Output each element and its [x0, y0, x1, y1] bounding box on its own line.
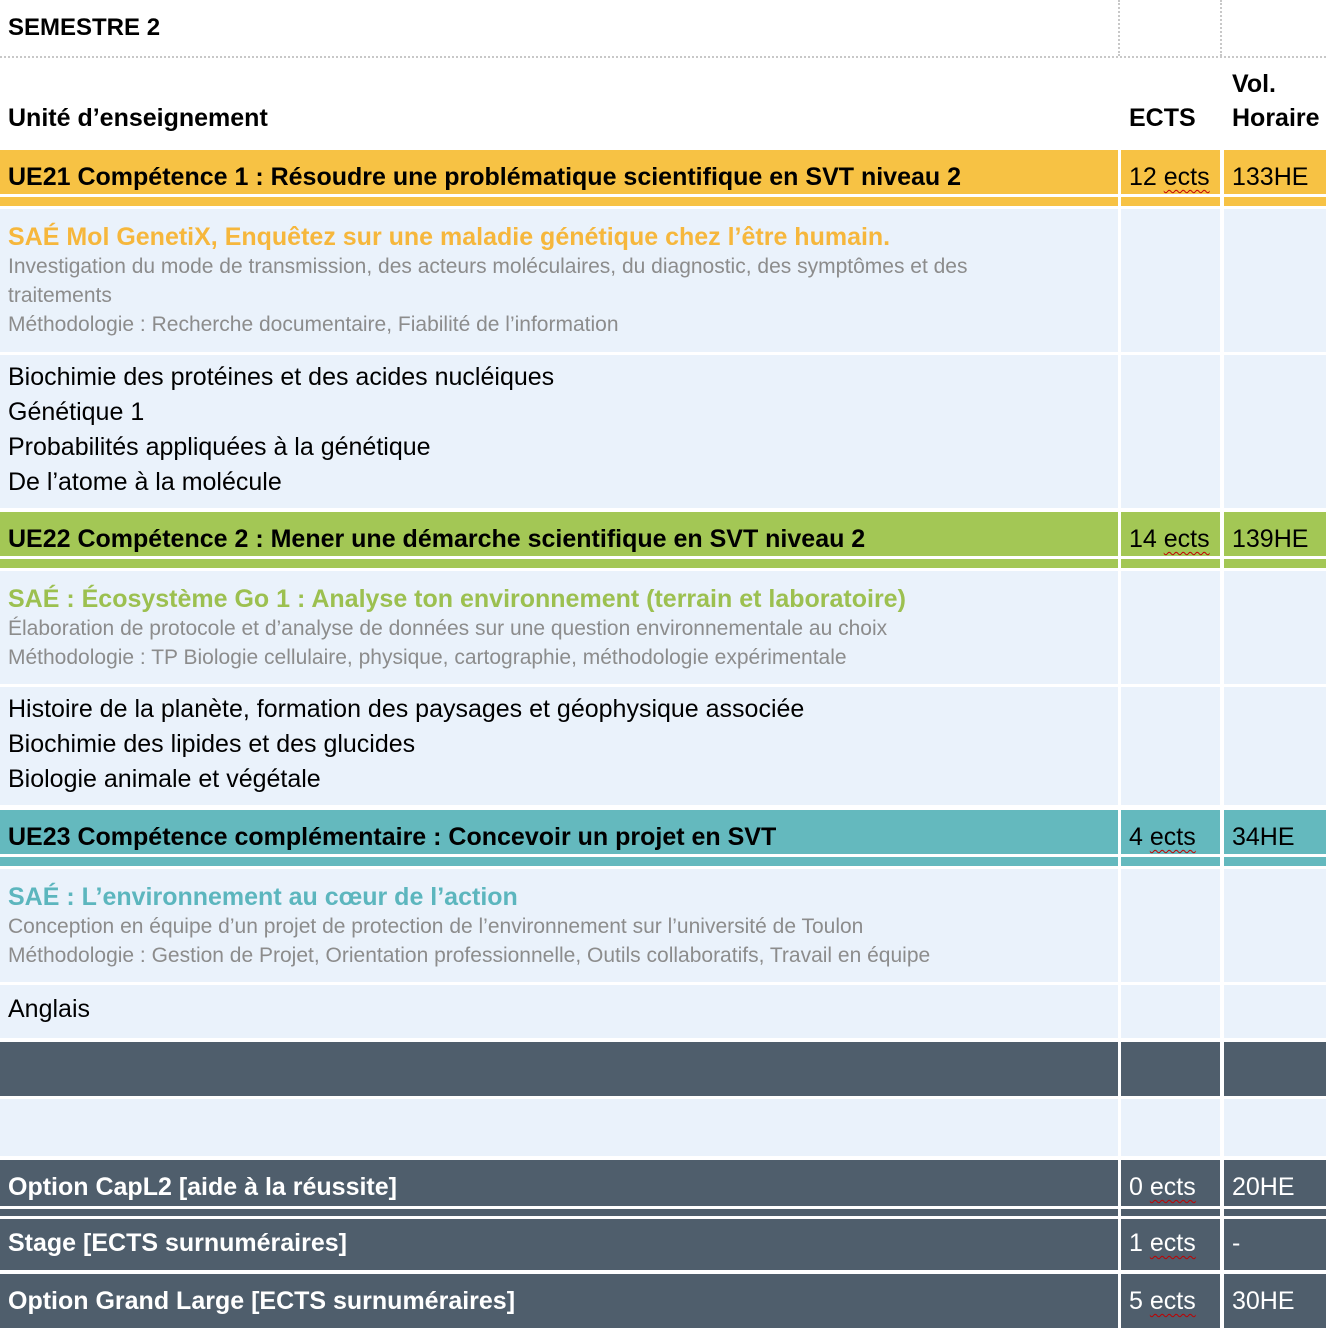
ue21-hours: 133HE	[1232, 163, 1309, 191]
ue22-hours: 139HE	[1232, 525, 1309, 553]
option-ects: 1 ects	[1129, 1229, 1196, 1257]
ue21-title: UE21 Compétence 1 : Résoudre une problématique scientifique en SVT niveau 2	[8, 163, 962, 191]
separator-row	[0, 1042, 1326, 1096]
ue21-sae-description: Investigation du mode de transmission, des acteurs moléculaires, du diagnostic, des symptômes et des	[8, 255, 968, 278]
course-item: Anglais	[8, 995, 90, 1023]
option-ects: 0 ects	[1129, 1173, 1196, 1201]
option-row	[0, 1160, 1326, 1216]
ue21-sae-description-cont: traitements	[8, 284, 112, 307]
ue21-header-row	[0, 150, 1326, 206]
ue22-title: UE22 Compétence 2 : Mener une démarche scientifique en SVT niveau 2	[8, 525, 866, 553]
ue22-sae-methodology: Méthodologie : TP Biologie cellulaire, physique, cartographie, méthodologie expérimentale	[8, 646, 847, 669]
ue21-ects: 12 ects	[1129, 163, 1210, 191]
semester-title-row	[0, 0, 1326, 56]
option-label: Option CapL2 [aide à la réussite]	[8, 1173, 397, 1201]
option-hours: 20HE	[1232, 1173, 1295, 1201]
divider	[0, 194, 1326, 197]
header-vol: Vol.	[1232, 70, 1276, 98]
ue22-sae-description: Élaboration de protocole et d’analyse de données sur une question environnementale au choix	[8, 617, 888, 640]
ue22-sae-row	[0, 571, 1326, 684]
course-item: Histoire de la planète, formation des paysages et géophysique associée	[8, 695, 805, 723]
semester-title: SEMESTRE 2	[8, 14, 161, 41]
header-ects: ECTS	[1129, 104, 1196, 132]
course-item: Probabilités appliquées à la génétique	[8, 433, 431, 461]
ue23-hours: 34HE	[1232, 823, 1295, 851]
option-row	[0, 1219, 1326, 1270]
divider	[0, 854, 1326, 857]
divider	[0, 556, 1326, 559]
ue23-sae-row	[0, 869, 1326, 982]
ue23-sae-title: SAÉ : L’environnement au cœur de l’action	[8, 883, 518, 911]
header-row	[0, 58, 1326, 150]
ue21-sae-title: SAÉ Mol GenetiX, Enquêtez sur une maladie génétique chez l’être humain.	[8, 223, 891, 251]
ue21-sae-row	[0, 209, 1326, 352]
header-ue: Unité d’enseignement	[8, 104, 268, 132]
course-item: Biologie animale et végétale	[8, 765, 321, 793]
option-hours: 30HE	[1232, 1287, 1295, 1315]
ue21-courses-row	[0, 355, 1326, 508]
empty-row	[0, 1099, 1326, 1156]
ue23-courses-row	[0, 985, 1326, 1038]
course-item: Biochimie des protéines et des acides nucléiques	[8, 363, 555, 391]
ue22-header-row	[0, 512, 1326, 568]
course-item: Biochimie des lipides et des glucides	[8, 730, 416, 758]
header-horaire: Horaire	[1232, 104, 1320, 132]
course-item: De l’atome à la molécule	[8, 468, 282, 496]
ue23-header-row	[0, 810, 1326, 866]
divider	[1118, 0, 1120, 56]
ue23-sae-description: Conception en équipe d’un projet de protection de l’environnement sur l’université de Toulon	[8, 915, 864, 938]
ue21-sae-methodology: Méthodologie : Recherche documentaire, Fiabilité de l’information	[8, 313, 619, 336]
ue23-ects: 4 ects	[1129, 823, 1196, 851]
ue22-ects: 14 ects	[1129, 525, 1210, 553]
course-item: Génétique 1	[8, 398, 145, 426]
ue23-title: UE23 Compétence complémentaire : Concevoir un projet en SVT	[8, 823, 777, 851]
option-hours: -	[1232, 1229, 1241, 1257]
option-label: Option Grand Large [ECTS surnuméraires]	[8, 1287, 516, 1315]
divider	[1220, 0, 1222, 56]
option-ects: 5 ects	[1129, 1287, 1196, 1315]
ue22-courses-row	[0, 687, 1326, 805]
divider	[0, 1206, 1326, 1209]
option-row	[0, 1274, 1326, 1328]
option-label: Stage [ECTS surnuméraires]	[8, 1229, 347, 1257]
ue22-sae-title: SAÉ : Écosystème Go 1 : Analyse ton environnement (terrain et laboratoire)	[8, 585, 906, 613]
ue23-sae-methodology: Méthodologie : Gestion de Projet, Orientation professionnelle, Outils collaboratifs, Travail en équipe	[8, 944, 931, 967]
